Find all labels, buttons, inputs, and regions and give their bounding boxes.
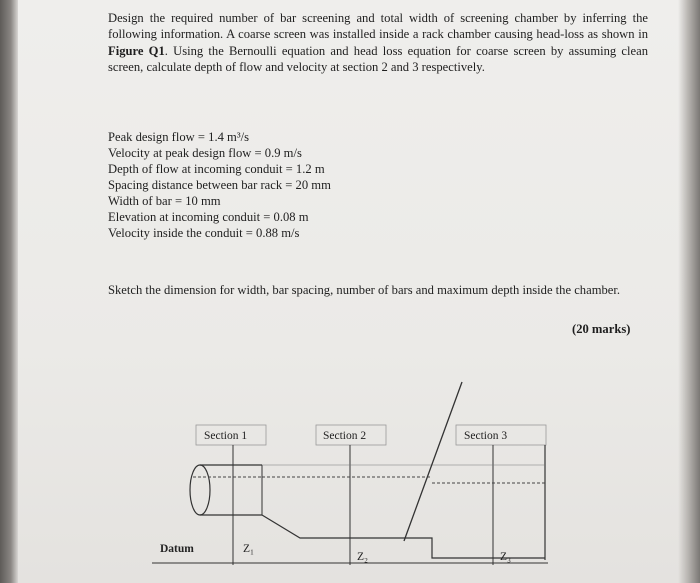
section2-label: Section 2	[323, 430, 367, 442]
problem-rest: . Using the Bernoulli equation and head loss equation for coarse screen by assuming clean screen, calculate depth of flow and velocity at section 2 and 3 respectively.	[108, 43, 648, 74]
section3-label: Section 3	[464, 430, 508, 442]
param-conduit-velocity: Velocity inside the conduit = 0.88 m/s	[108, 226, 300, 240]
param-bar-width: Width of bar = 10 mm	[108, 194, 221, 208]
param-flow-depth: Depth of flow at incoming conduit = 1.2 m	[108, 162, 325, 176]
z2-label: Z₂	[357, 551, 369, 563]
param-elevation: Elevation at incoming conduit = 0.08 m	[108, 210, 309, 224]
param-peak-velocity: Velocity at peak design flow = 0.9 m/s	[108, 146, 302, 160]
datum-label: Datum	[160, 543, 194, 555]
z1-label: Z₁	[243, 543, 255, 555]
z3-label: Z₃	[500, 551, 512, 563]
marks-label: (20 marks)	[572, 322, 631, 336]
problem-intro: Design the required number of bar screening and total width of screening chamber by inferring the following information. A coarse screen was installed inside a rack chamber causing head-loss as shown in	[108, 11, 648, 42]
bar-screen	[404, 382, 462, 541]
sketch-instruction: Sketch the dimension for width, bar spacing, number of bars and maximum depth inside the chamber.	[108, 283, 621, 297]
param-peak-flow: Peak design flow = 1.4 m³/s	[108, 130, 250, 144]
conduit-end	[190, 465, 210, 515]
figure-reference: Figure Q1	[108, 43, 165, 58]
section1-label: Section 1	[204, 430, 248, 442]
param-bar-spacing: Spacing distance between bar rack = 20 mm	[108, 178, 331, 192]
